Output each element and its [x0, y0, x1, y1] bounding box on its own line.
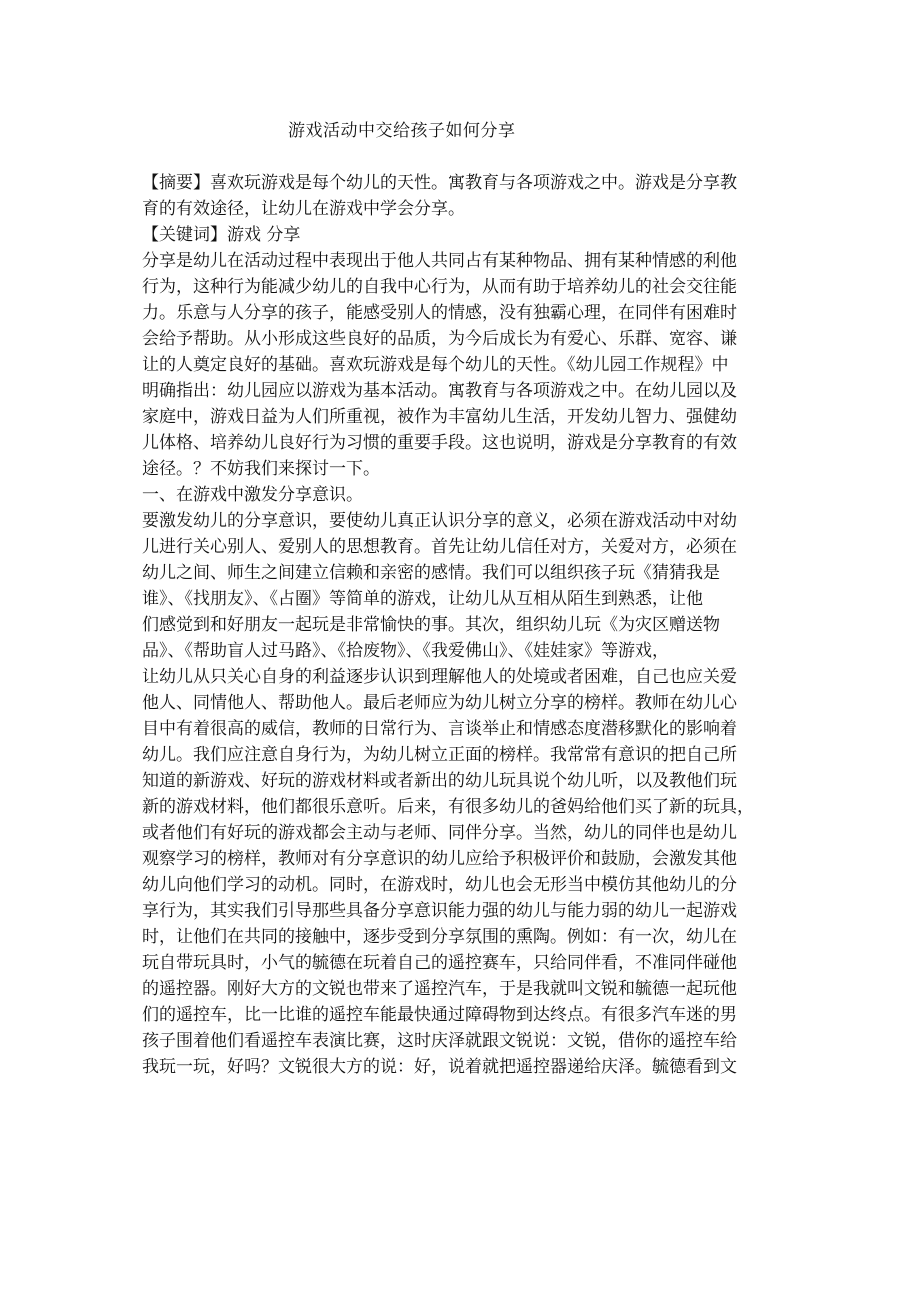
text-line: 或者他们有好玩的游戏都会主动与老师、同伴分享。当然，幼儿的同伴也是幼儿	[142, 823, 737, 843]
text-line: 孩子围着他们看遥控车表演比赛，这时庆泽就跟文锐说：文锐，借你的遥控车给	[142, 1031, 737, 1051]
text-line: 时，让他们在共同的接触中，逐步受到分享氛围的熏陶。例如：有一次，幼儿在	[142, 927, 737, 947]
document-title: 游戏活动中交给孩子如何分享	[288, 121, 516, 141]
text-line: 让的人奠定良好的基础。喜欢玩游戏是每个幼儿的天性。《幼儿园工作规程》中	[142, 355, 729, 375]
text-line: 明确指出：幼儿园应以游戏为基本活动。寓教育与各项游戏之中。在幼儿园以及	[142, 381, 737, 401]
text-line: 【关键词】游戏 分享	[142, 225, 301, 245]
text-line: 观察学习的榜样，教师对有分享意识的幼儿应给予积极评价和鼓励，会激发其他	[142, 849, 737, 869]
text-line: 【摘要】喜欢玩游戏是每个幼儿的天性。寓教育与各项游戏之中。游戏是分享教	[142, 173, 737, 193]
text-line: 谁》、《找朋友》、《占圈》等简单的游戏，让幼儿从互相从陌生到熟悉，让他	[142, 589, 703, 609]
text-line: 分享是幼儿在活动过程中表现出于他人共同占有某种物品、拥有某种情感的利他	[142, 251, 737, 271]
text-line: 幼儿。我们应注意自身行为，为幼儿树立正面的榜样。我常常有意识的把自己所	[142, 745, 737, 765]
text-line: 途径。？不妨我们来探讨一下。	[142, 459, 380, 479]
text-line: 新的游戏材料，他们都很乐意听。后来，有很多幼儿的爸妈给他们买了新的玩具，	[142, 797, 754, 817]
text-line: 他人、同情他人、帮助他人。最后老师应为幼儿树立分享的榜样。教师在幼儿心	[142, 693, 737, 713]
text-line: 目中有着很高的威信，教师的日常行为、言谈举止和情感态度潜移默化的影响着	[142, 719, 737, 739]
text-line: 要激发幼儿的分享意识，要使幼儿真正认识分享的意义，必须在游戏活动中对幼	[142, 511, 737, 531]
text-line: 让幼儿从只关心自身的利益逐步认识到理解他人的处境或者困难，自己也应关爱	[142, 667, 737, 687]
text-line: 们的遥控车，比一比谁的遥控车能最快通过障碍物到达终点。有很多汽车迷的男	[142, 1005, 737, 1025]
text-line: 家庭中，游戏日益为人们所重视，被作为丰富幼儿生活，开发幼儿智力、强健幼	[142, 407, 737, 427]
text-line: 幼儿之间、师生之间建立信赖和亲密的感情。我们可以组织孩子玩《猜猜我是	[142, 563, 720, 583]
text-line: 我玩一玩，好吗？文锐很大方的说：好，说着就把遥控器递给庆泽。毓德看到文	[142, 1057, 737, 1077]
text-line: 玩自带玩具时，小气的毓德在玩着自己的遥控赛车，只给同伴看，不准同伴碰他	[142, 953, 737, 973]
text-line: 育的有效途径，让幼儿在游戏中学会分享。	[142, 199, 465, 219]
text-line: 享行为，其实我们引导那些具备分享意识能力强的幼儿与能力弱的幼儿一起游戏	[142, 901, 737, 921]
document-body	[142, 170, 782, 1080]
text-line: 知道的新游戏、好玩的游戏材料或者新出的幼儿玩具说个幼儿听，以及教他们玩	[142, 771, 737, 791]
text-line: 品》、《帮助盲人过马路》、《拾废物》、《我爱佛山》、《娃娃家》等游戏，	[142, 641, 669, 661]
text-line: 的遥控器。刚好大方的文锐也带来了遥控汽车，于是我就叫文锐和毓德一起玩他	[142, 979, 737, 999]
text-line: 会给予帮助。从小形成这些良好的品质，为今后成长为有爱心、乐群、宽容、谦	[142, 329, 737, 349]
text-line: 儿进行关心别人、爱别人的思想教育。首先让幼儿信任对方，关爱对方，必须在	[142, 537, 737, 557]
text-line: 儿体格、培养幼儿良好行为习惯的重要手段。这也说明，游戏是分享教育的有效	[142, 433, 737, 453]
text-line: 行为，这种行为能减少幼儿的自我中心行为，从而有助于培养幼儿的社会交往能	[142, 277, 737, 297]
text-line: 力。乐意与人分享的孩子，能感受别人的情感，没有独霸心理，在同伴有困难时	[142, 303, 737, 323]
text-line: 幼儿向他们学习的动机。同时，在游戏时，幼儿也会无形当中模仿其他幼儿的分	[142, 875, 737, 895]
text-line: 一、在游戏中激发分享意识。	[142, 485, 363, 505]
text-line: 们感觉到和好朋友一起玩是非常愉快的事。其次，组织幼儿玩《为灾区赠送物	[142, 615, 720, 635]
